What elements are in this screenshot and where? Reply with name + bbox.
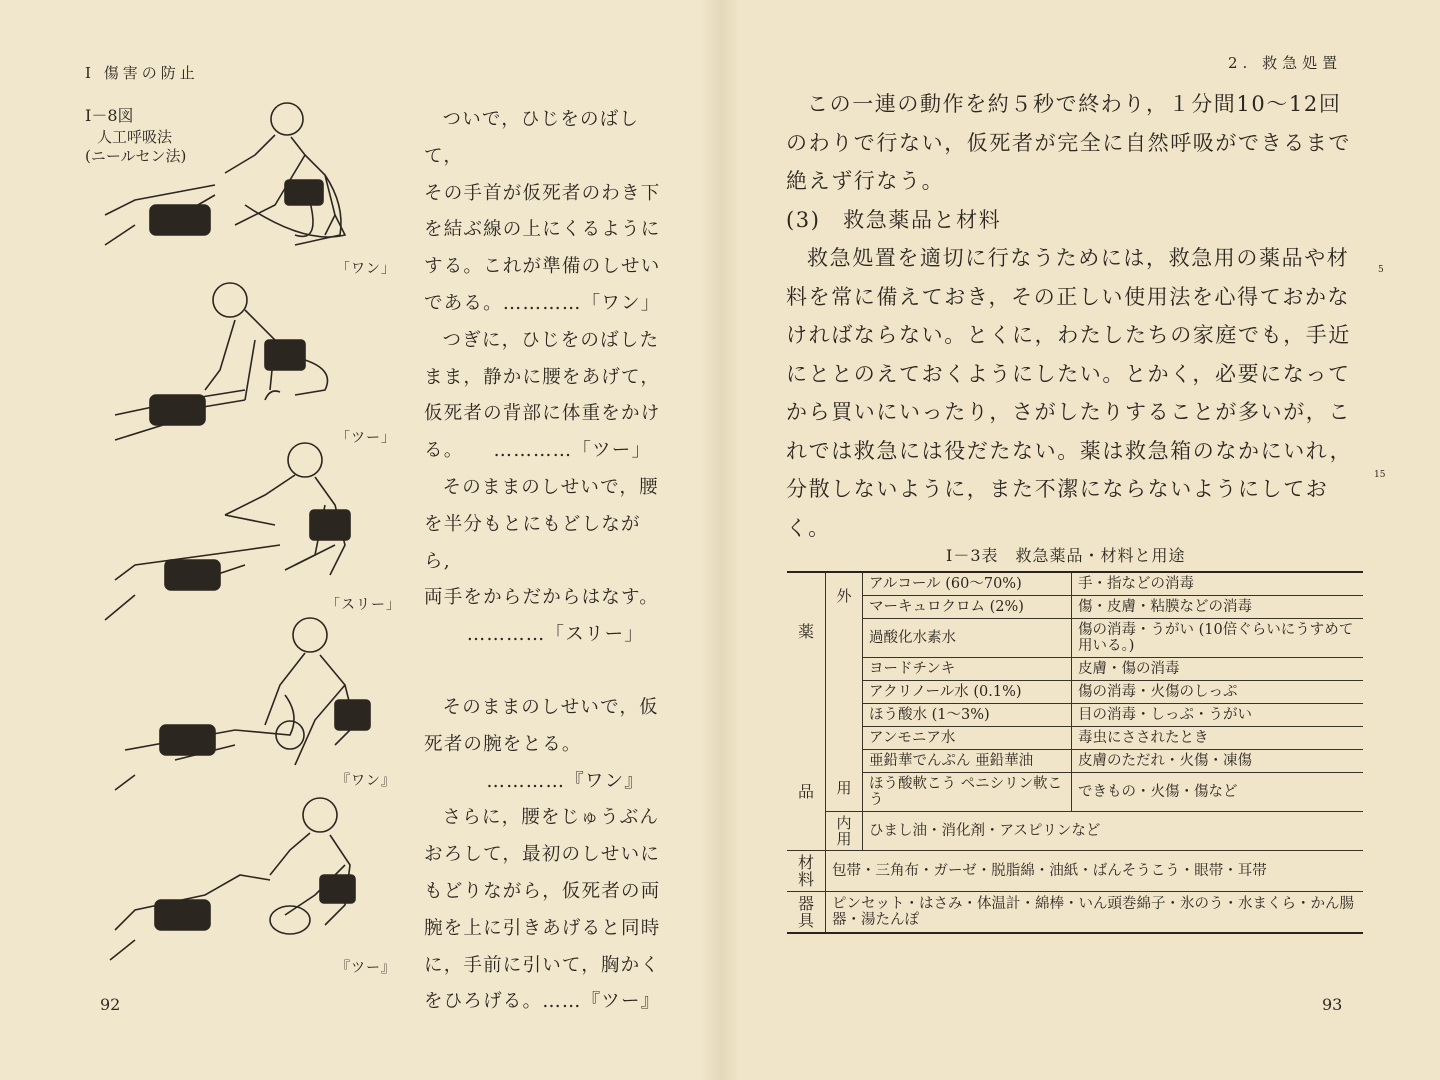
text-line: れでは救急には役だたない。薬は救急箱のなかにいれ， (786, 438, 1353, 463)
table-row (787, 892, 1363, 934)
spacer (424, 654, 664, 690)
figure-cue-label: 「ツー」 (336, 430, 396, 446)
table-title: I－3表 救急薬品・材料と用途 (946, 546, 1186, 565)
item-use: 傷・皮膚・粘膜などの消毒 (1072, 596, 1364, 619)
text-line: おろして，最初のしせいに (424, 844, 661, 866)
medicine-table (787, 571, 1363, 934)
table-row (787, 681, 1363, 704)
figure-label: I－8図 (85, 106, 134, 125)
table-row (787, 727, 1363, 750)
text-line: さらに，腰をじゅうぶん (442, 807, 660, 829)
tools-items: ピンセット・はさみ・体温計・綿棒・いん頭巻綿子・氷のう・水まくら・かん腸器・湯たんぽ (826, 892, 1364, 934)
category-char: 品 (797, 781, 814, 801)
text-line: 仮死者の背部に体重をかけ (424, 403, 661, 425)
table-row (787, 851, 1363, 892)
item-name: 過酸化水素水 (863, 619, 1072, 658)
text-line: である。…………「ワン」 (424, 292, 661, 314)
table-row (787, 596, 1363, 619)
subcategory-char: 用 (836, 779, 852, 797)
item-name: アルコール (60～70%) (863, 572, 1072, 596)
item-name: ヨードチンキ (863, 658, 1072, 681)
running-head-right: 2. 救急処置 (1228, 54, 1343, 72)
table-row (787, 572, 1363, 596)
figure-cue-label: 『ツー』 (336, 960, 396, 976)
section-heading: (3) 救急薬品と材料 (786, 207, 1002, 232)
text-line: そのままのしせいで，仮 (442, 696, 659, 718)
margin-line-number: 15 (1374, 470, 1386, 480)
left-body-text (424, 102, 664, 1021)
cue-line: …………「スリー」 (466, 624, 644, 646)
text-line: まま，静かに腰をあげて， (424, 366, 661, 388)
figure-step-5 (110, 798, 355, 960)
page-number-right: 93 (1322, 995, 1343, 1014)
resuscitation-figures (95, 95, 415, 975)
item-use: 皮膚・傷の消毒 (1072, 658, 1364, 681)
text-line: る。 …………「ツー」 (424, 440, 652, 462)
text-line: 両手をからだからはなす。 (424, 587, 659, 609)
text-line: のわりで行ない，仮死者が完全に自然呼吸ができるまで (786, 130, 1351, 155)
item-name: マーキュロクロム (2%) (863, 596, 1072, 619)
table-row (787, 812, 1363, 851)
category-materials: 材料 (787, 851, 826, 892)
item-use: 手・指などの消毒 (1072, 572, 1364, 596)
category-drugs (787, 572, 826, 851)
item-name: ほう酸水 (1～3%) (863, 704, 1072, 727)
item-name: 亜鉛華でんぷん 亜鉛華油 (863, 750, 1072, 773)
figure-step-4 (115, 618, 370, 790)
item-use: 毒虫にさされたとき (1072, 727, 1364, 750)
figure-step-2 (115, 283, 328, 440)
table-row (787, 658, 1363, 681)
text-line: 救急処置を適切に行なうためには，救急用の薬品や材 (807, 246, 1350, 270)
table-row (787, 704, 1363, 727)
subcategory-internal: 内用 (826, 812, 863, 851)
item-use: 目の消毒・しっぷ・うがい (1072, 704, 1364, 727)
figure-cue-label: 「スリー」 (326, 597, 401, 613)
table-row (787, 750, 1363, 773)
figure-caption-line: 人工呼吸法 (97, 128, 173, 146)
item-name: ほう酸軟こう ペニシリン軟こう (863, 773, 1072, 812)
text-line: をひろげる。……『ツー』 (424, 991, 661, 1013)
text-line: つぎに，ひじをのばした (442, 329, 660, 351)
margin-line-number: 5 (1378, 265, 1384, 275)
text-line: 料を常に備えておき，その正しい使用法を心得ておかな (786, 284, 1351, 309)
item-name: アンモニア水 (863, 727, 1072, 750)
internal-items: ひまし油・消化剤・アスピリンなど (863, 812, 1364, 851)
right-body-text (786, 85, 1371, 547)
subcategory-char: 外 (836, 587, 852, 605)
figure-step-3 (105, 443, 350, 620)
text-line: を半分もとにもどしながら, (424, 513, 641, 572)
gutter (700, 0, 740, 1080)
text-line: その手首が仮死者のわき下 (424, 182, 661, 204)
item-name: アクリノール水 (0.1%) (863, 681, 1072, 704)
item-use: 皮膚のただれ・火傷・凍傷 (1072, 750, 1364, 773)
item-use: 傷の消毒・うがい (10倍ぐらいにうすめて用いる。) (1072, 619, 1364, 658)
figure-cue-label: 『ワン』 (336, 773, 396, 789)
table-row (787, 619, 1363, 658)
item-use: できもの・火傷・傷など (1072, 773, 1364, 812)
materials-items: 包帯・三角布・ガーゼ・脱脂綿・油紙・ばんそうこう・眼帯・耳帯 (826, 851, 1364, 892)
text-line: にととのえておくようにしたい。とかく，必要になって (786, 361, 1351, 386)
figure-cue-label: 「ワン」 (336, 261, 396, 277)
text-line: する。これが準備のしせい (424, 256, 661, 278)
text-line: 分散しないように，また不潔にならないようにしておく。 (786, 477, 1329, 540)
text-line: 腕を上に引きあげると同時 (424, 917, 661, 939)
category-tools: 器具 (787, 892, 826, 934)
figure-step-1 (105, 103, 345, 245)
item-use: 傷の消毒・火傷のしっぷ (1072, 681, 1364, 704)
running-head-left: I 傷害の防止 (85, 64, 199, 82)
table-row (787, 773, 1363, 812)
text-line: ければならない。とくに，わたしたちの家庭でも，手近 (786, 323, 1351, 347)
page-number-left: 92 (100, 995, 121, 1014)
text-line: ついで，ひじをのばして， (424, 109, 640, 167)
text-line: から買いにいったり，さがしたりすることが多いが，こ (786, 400, 1351, 424)
cue-line: …………『ワン』 (486, 770, 644, 792)
text-line: そのままのしせいで，腰 (442, 476, 659, 498)
text-line: 死者の腕をとる。 (424, 733, 582, 755)
text-line: もどりながら，仮死者の両 (424, 880, 661, 902)
text-line: この一連の動作を約５秒で終わり，１分間10～12回 (807, 92, 1342, 116)
figure-caption-line: (ニールセン法) (85, 147, 187, 165)
text-line: 絶えず行なう。 (786, 169, 945, 193)
text-line: に，手前に引いて，胸かく (424, 954, 661, 976)
subcategory-external (826, 572, 863, 812)
category-char: 薬 (797, 621, 814, 641)
text-line: を結ぶ線の上にくるように (424, 219, 661, 241)
